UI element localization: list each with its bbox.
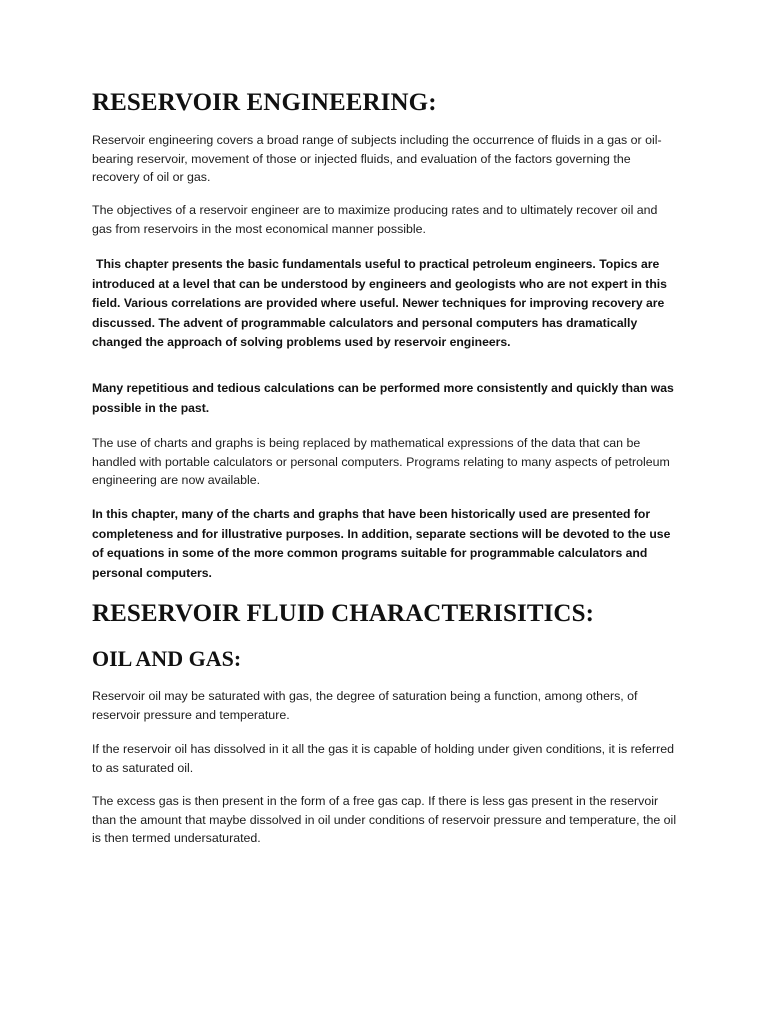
document-title: RESERVOIR ENGINEERING: <box>92 89 437 116</box>
paragraph-engineer-objectives: The objectives of a reservoir engineer are to maximize producing rates and to ultimately recover oil and gas from reservoirs in the most economical manner possible. <box>92 203 658 236</box>
paragraph-reservoir-engineering-scope: Reservoir engineering covers a broad range of subjects including the occurrence of fluids in a gas or oil-bearing reservoir, movement of those or injected fluids, and evaluation of the factors governing the recovery of oil or gas. <box>92 133 662 185</box>
paragraph-repetitious-calculations: Many repetitious and tedious calculations can be performed more consistently and quickly than was possible in the past. <box>92 381 674 415</box>
paragraph-chapter-charts: In this chapter, many of the charts and graphs that have been historically used are presented for completeness and for illustrative purposes. In addition, separate sections will be devoted to the use of equations in some of the more common programs suitable for programmable calculators and personal computers. <box>92 507 671 580</box>
paragraph-saturated-with-gas: Reservoir oil may be saturated with gas, the degree of saturation being a function, among others, of reservoir pressure and temperature. <box>92 689 638 722</box>
paragraph-undersaturated-oil: The excess gas is then present in the form of a free gas cap. If there is less gas present in the reservoir than the amount that maybe dissolved in oil under conditions of reservoir pressure and temperature, the oil is then termed undersaturated. <box>92 794 677 846</box>
section-title-fluid-characteristics: RESERVOIR FLUID CHARACTERISITICS: <box>92 600 595 627</box>
paragraph-charts-replaced: The use of charts and graphs is being replaced by mathematical expressions of the data that can be handled with portable calculators or personal computers. Programs relating to many aspects of petroleum engineering are now available. <box>92 436 670 488</box>
paragraph-saturated-oil: If the reservoir oil has dissolved in it all the gas it is capable of holding under given conditions, it is referred to as saturated oil. <box>92 742 674 775</box>
paragraph-chapter-overview: This chapter presents the basic fundamentals useful to practical petroleum engineers. Topics are introduced at a level that can be understood by engineers and geologists who are not expert in this field. Various correlations are provided where useful. Newer techniques for improving recovery are discussed. The advent of programmable calculators and personal computers has dramatically changed the approach of solving problems used by reservoir engineers. <box>92 257 667 350</box>
subsection-title-oil-and-gas: OIL AND GAS: <box>92 646 242 671</box>
